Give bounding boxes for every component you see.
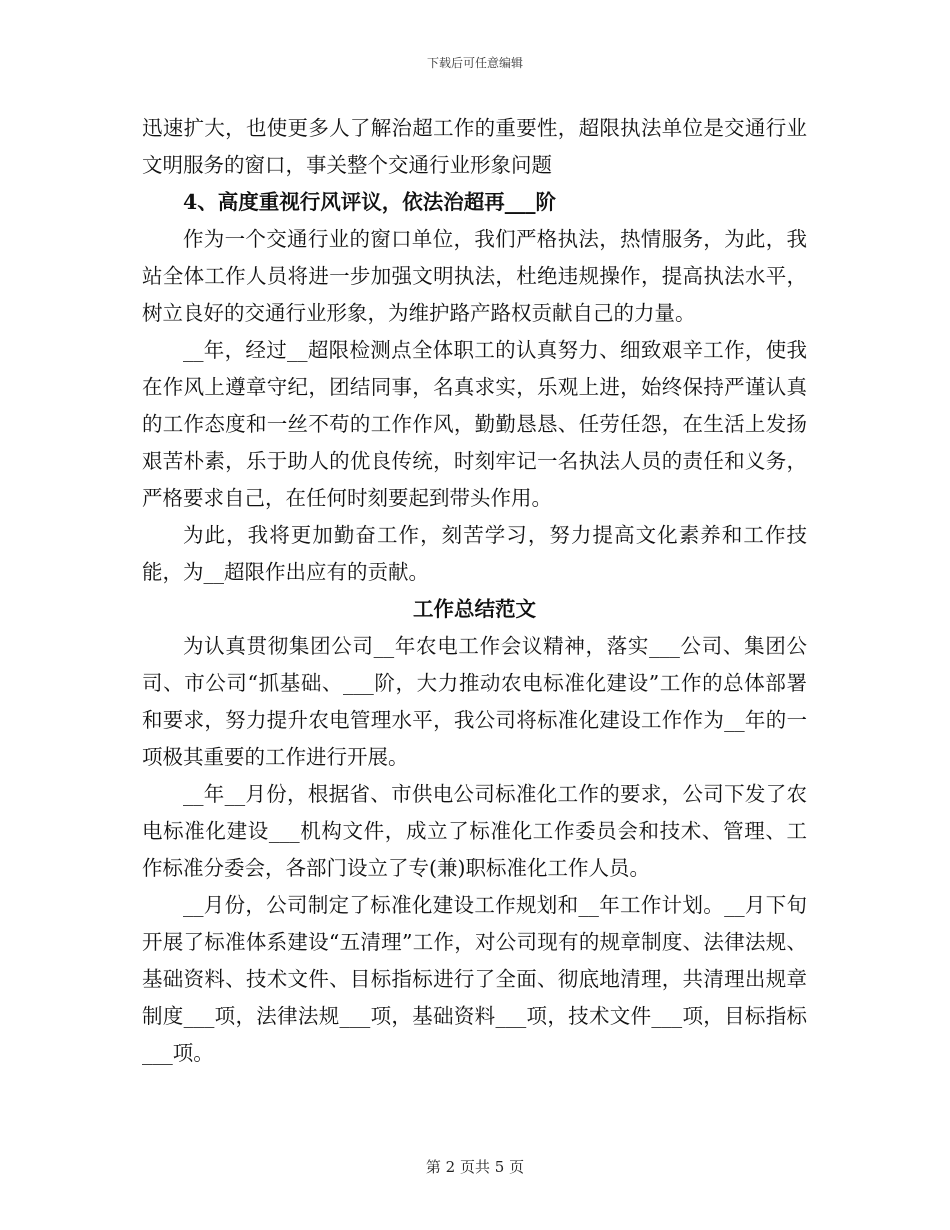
paragraph: 为此，我将更加勤奋工作，刻苦学习，努力提高文化素养和工作技能，为__超限作出应有的贡献。 — [142, 523, 807, 584]
paragraph: __年__月份，根据省、市供电公司标准化工作的要求，公司下发了农电标准化建设___机构文件，成立了标准化工作委员会和技术、管理、工作标准分委会，各部门设立了专(兼)职标准化工作人员。 — [142, 782, 807, 880]
paragraph: __月份，公司制定了标准化建设工作规划和__年工作计划。__月下旬开展了标准体系建设“五清理”工作，对公司现有的规章制度、法律法规、基础资料、技术文件、目标指标进行了全面、彻底地清理，共清理出规章制度___项，法律法规___项，基础资料___项，技术文件___项，目标指标___项。 — [142, 893, 807, 1065]
paragraph: 作为一个交通行业的窗口单位，我们严格执法，热情服务，为此，我站全体工作人员将进一步加强文明执法，杜绝违规操作，提高执法水平，树立良好的交通行业形象，为维护路产路权贡献自己的力量。 — [142, 227, 807, 325]
paragraph-continuation: 迅速扩大，也使更多人了解治超工作的重要性，超限执法单位是交通行业文明服务的窗口，事关整个交通行业形象问题 — [142, 116, 807, 177]
section-heading: 4、高度重视行风评议，依法治超再___阶 — [183, 190, 557, 214]
document-body — [142, 110, 807, 1072]
page-footer: 第 2 页共 5 页 — [425, 1158, 525, 1176]
article-title: 工作总结范文 — [413, 597, 536, 621]
paragraph: __年，经过__超限检测点全体职工的认真努力、细致艰辛工作，使我在作风上遵章守纪，团结同事，名真求实，乐观上进，始终保持严谨认真的工作态度和一丝不苟的工作作风，勤勤恳恳、任劳任怨，在生活上发扬艰苦朴素，乐于助人的优良传统，时刻牢记一名执法人员的责任和义务，严格要求自己，在任何时刻要起到带头作用。 — [142, 338, 807, 510]
page-header: 下载后可任意编辑 — [426, 56, 523, 70]
paragraph: 为认真贯彻集团公司__年农电工作会议精神，落实___公司、集团公司、市公司“抓基础、___阶，大力推动农电标准化建设”工作的总体部署和要求，努力提升农电管理水平，我公司将标准化建设工作作为__年的一项极其重要的工作进行开展。 — [142, 634, 807, 769]
